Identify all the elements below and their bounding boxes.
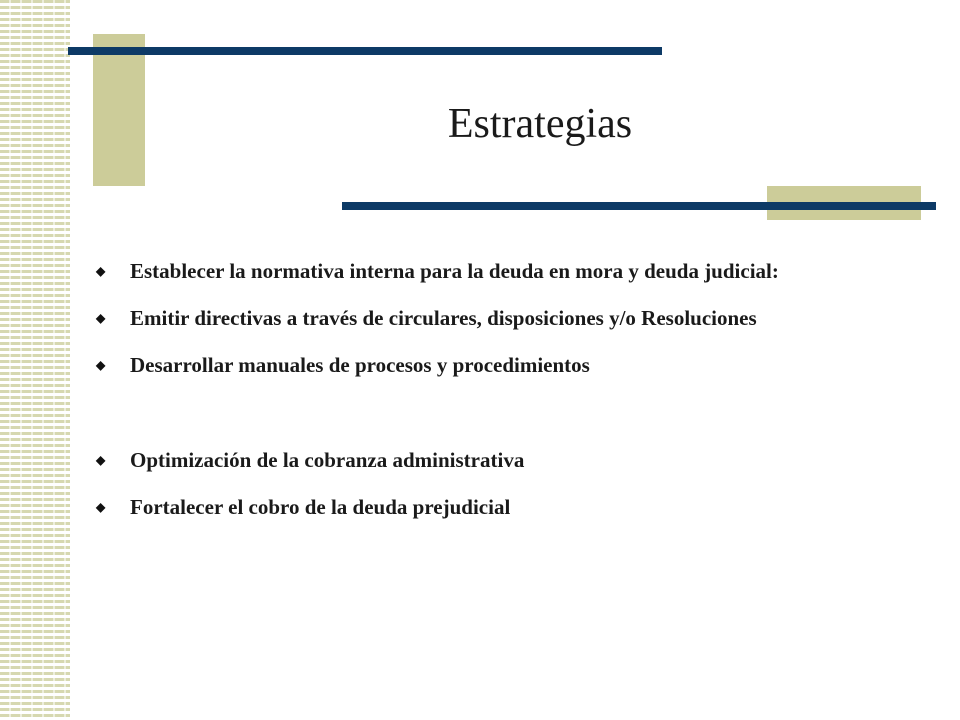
decorative-olive-block-left <box>93 34 145 186</box>
bullet-text: Establecer la normativa interna para la deuda en mora y deuda judicial: <box>130 259 779 283</box>
diamond-icon: ◆ <box>96 500 106 514</box>
bullet-item <box>96 437 896 484</box>
bullet-item <box>96 248 896 295</box>
bullet-item <box>96 342 896 389</box>
decorative-navy-line-top <box>68 47 662 55</box>
decorative-navy-line-bottom <box>342 202 936 210</box>
bullet-text: Optimización de la cobranza administrativa <box>130 448 525 472</box>
bullet-text: Emitir directivas a través de circulares, disposiciones y/o Resoluciones <box>130 306 757 330</box>
bullet-item <box>96 484 896 531</box>
bullet-list <box>96 248 896 531</box>
diamond-icon: ◆ <box>96 453 106 467</box>
bullet-text: Desarrollar manuales de procesos y procedimientos <box>130 353 590 377</box>
bullet-text: Fortalecer el cobro de la deuda prejudicial <box>130 495 511 519</box>
diamond-icon: ◆ <box>96 264 106 278</box>
diamond-icon: ◆ <box>96 358 106 372</box>
decorative-stripe-band <box>0 0 70 720</box>
bullet-item <box>96 295 896 342</box>
slide-title: Estrategias <box>447 101 633 147</box>
diamond-icon: ◆ <box>96 311 106 325</box>
